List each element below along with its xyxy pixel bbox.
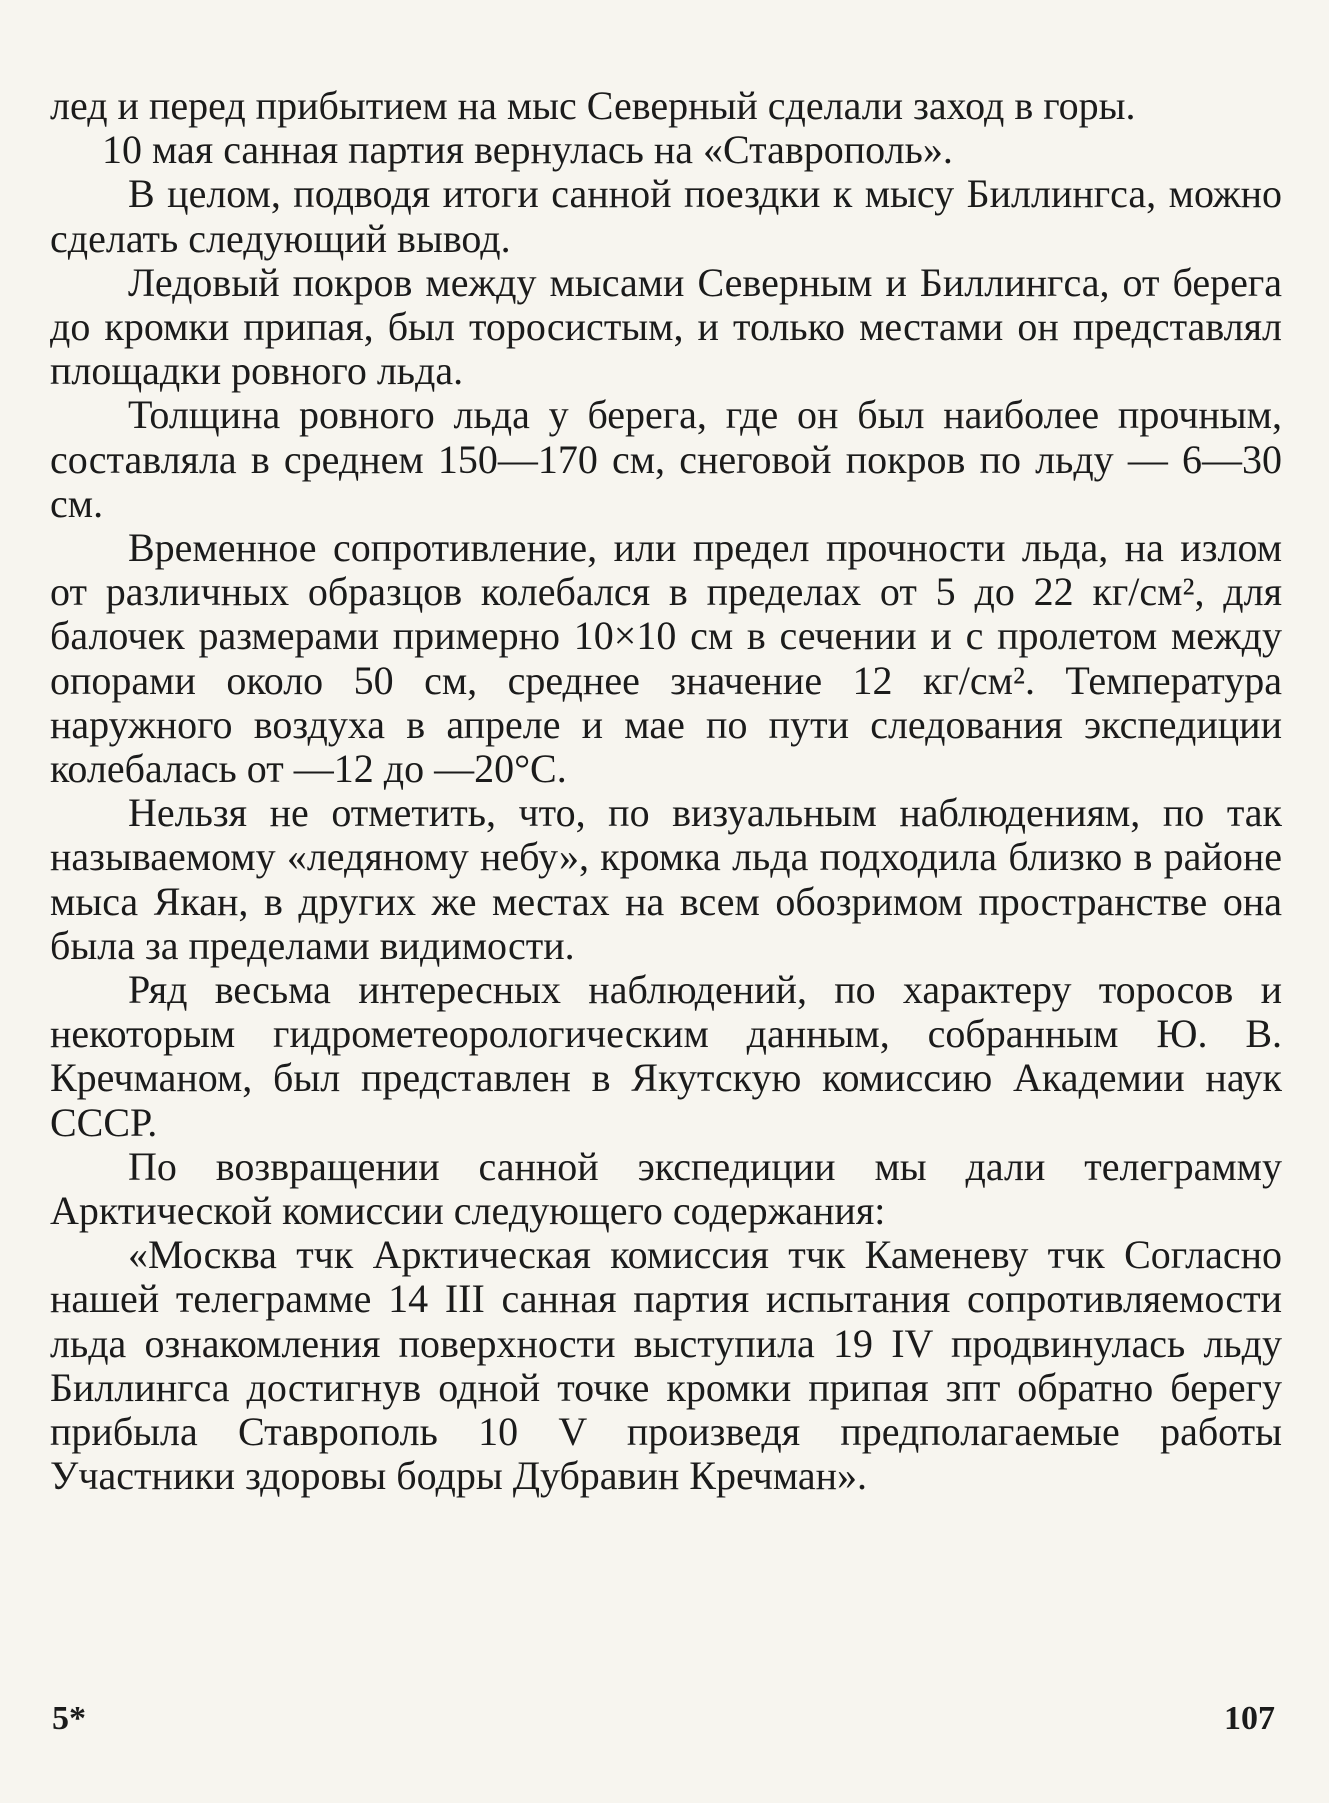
- paragraph-3: В целом, подводя итоги санной поездки к мысу Биллингса, можно сделать следующий вывод.: [50, 171, 1282, 261]
- paragraph-9: По возвращении санной экспедиции мы дали телеграмму Арктической комиссии следующего содержания:: [50, 1143, 1282, 1234]
- paragraph-8: Ряд весьма интересных наблюдений, по характеру торосов и некоторым гидрометеорологическим данным, собранным Ю. В. Кречманом, был представлен в Якутскую комиссию Академии наук СССР.: [50, 967, 1282, 1145]
- paragraph-4: Ледовый покров между мысами Северным и Биллингса, от берега до кромки припая, был торосистым, и только местами он представлял площадки ровного льда.: [50, 259, 1282, 394]
- paragraph-7: Нельзя не отметить, что, по визуальным наблюдениям, по так называемому «ледяному небу», кромка льда подходила близко в районе мыса Якан, в других же местах на всем обозримом пространстве она была за пределами видимости.: [50, 790, 1282, 968]
- paragraph-5: Толщина ровного льда у берега, где он был наиболее прочным, составляла в среднем 150—170 см, снеговой покров по льду — 6—30 см.: [50, 392, 1282, 526]
- paragraph-6: Временное сопротивление, или предел прочности льда, на излом от различных образцов колебался в пределах от 5 до 22 кг/см², для балочек размерами примерно 10×10 см в сечении и с пролетом между опорами около 50 см, среднее значение 12 кг/см². Температура наружного воздуха в апреле и мае по пути следования экспедиции колебалась от —12 до —20°С.: [50, 525, 1282, 792]
- paragraph-2: 10 мая санная партия вернулась на «Ставрополь».: [102, 127, 953, 173]
- paragraph-10: «Москва тчк Арктическая комиссия тчк Каменеву тчк Согласно нашей телеграмме 14 III санная партия испытания сопротивляемости льда ознакомления поверхности выступила 19 IV продвинулась льду Биллингса достигнув одной точке кромки припая зпт обратно берегу прибыла Ставрополь 10 V произведя предполагаемые работы Участники здоровы бодры Дубравин Кречман».: [50, 1232, 1282, 1499]
- page-number: 107: [1224, 1700, 1275, 1737]
- signature-mark: 5*: [52, 1700, 86, 1737]
- body-text: [50, 84, 1282, 1499]
- paragraph-1: лед и перед прибытием на мыс Северный сделали заход в горы.: [50, 83, 1136, 128]
